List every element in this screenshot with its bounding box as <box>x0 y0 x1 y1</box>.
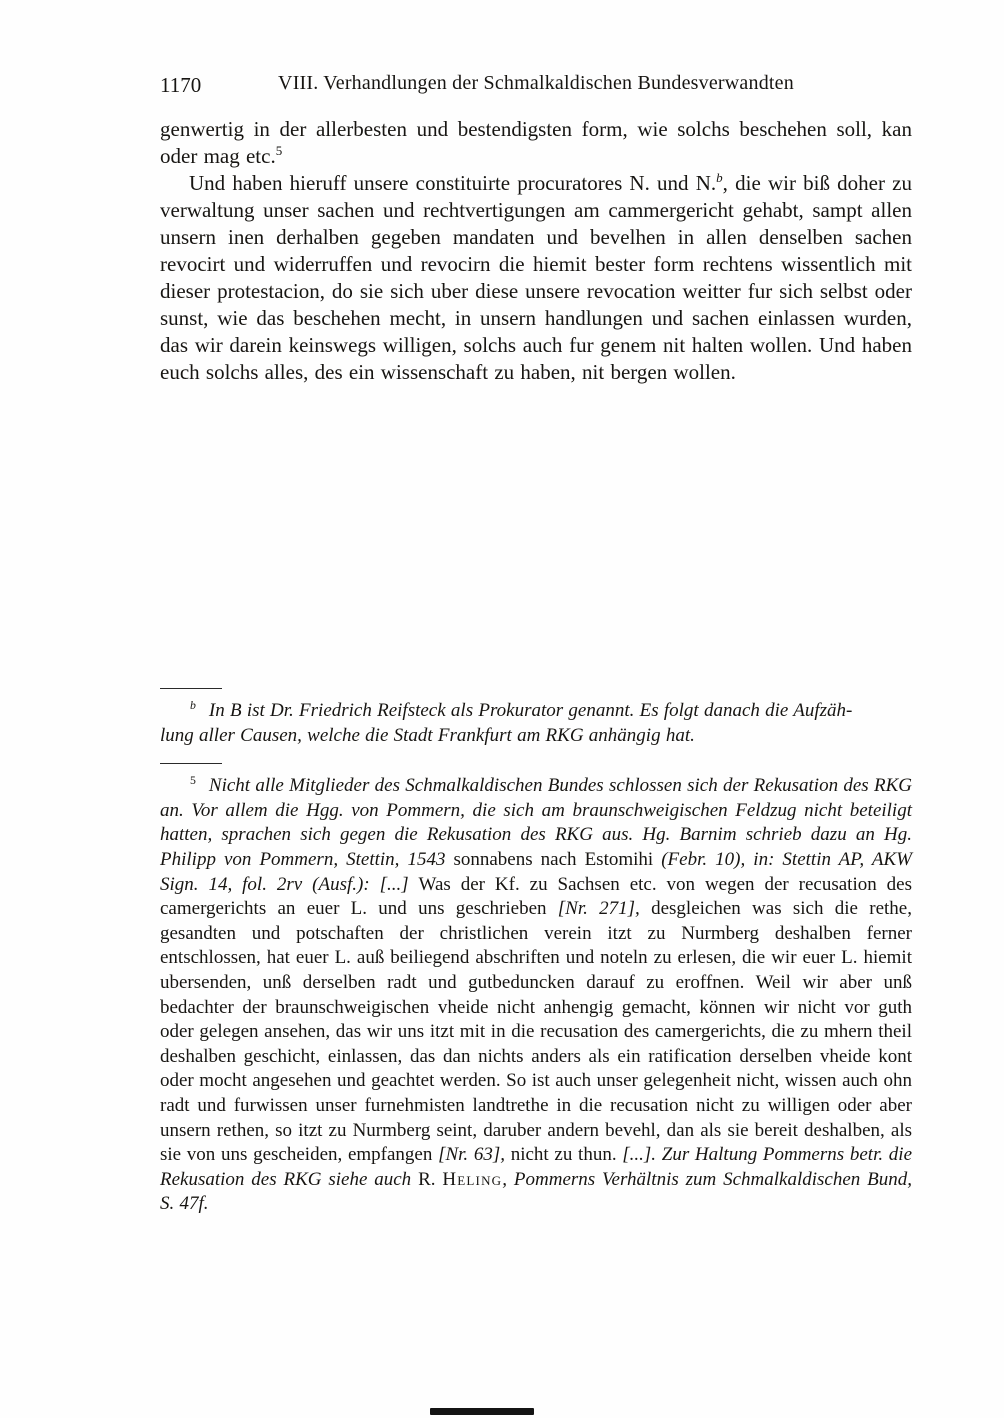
text-segment: sonnabens nach Estomihi <box>453 848 662 870</box>
running-head: VIII. Verhandlungen der Schmalkaldischen Bundesverwandten <box>278 72 794 94</box>
text-segment: genwertig in der allerbesten und bestendigsten form, wie solchs beschehen soll, kan oder mag etc. <box>160 117 912 168</box>
text-segment: lung aller Causen, welche die Stadt Frankfurt am RKG anhängig hat. <box>160 724 695 746</box>
footnote-b <box>160 699 912 748</box>
text-segment: 5 <box>190 773 196 787</box>
footnote-5 <box>160 774 912 1217</box>
text-segment: , die wir biß doher zu verwaltung unser sachen und rechtvertigungen am cammergericht gehabt, sampt allen unsern inen derhalben gegeben mandaten und bevelhen in allen denselben sachen revocirt und widerruffen und revocirn die hiemit bester form rechtens wissentlich mit dieser protestacion, do sie sich uber diese unsere revocation weitter fur sich selbst oder sunst, wie das beschehen mecht, in unsern handlungen und sachen einlassen wurden, das wir darein keinswegs willigen, solchs auch fur genem nit halten wollen. Und haben euch solchs alles, des ein wissenschaft zu haben, nit bergen wollen. <box>160 171 912 384</box>
main-text-block <box>160 116 912 386</box>
page-number: 1170 <box>160 73 202 97</box>
text-segment: desgleichen was sich die rethe, gesandten und potschaften der christlichen verein itzt zu Nurmberg deshalben ferner entschlossen, hat euer L. auß beiliegend abschriften und noteln zu erlesen, die wir euer L. hiemit ubersenden, unß derselben radt und gutbeduncken darauf zu eroffnen. Weil wir aber unß bedachter der braunschweigischen vheide nicht anhengig gemacht, können wir nicht vor guth oder gelegen ansehen, das wir uns itzt mit in die recusation des camergerichts, die zu mhern theil deshalben geschicht, einlassen, das dan nichts anders als ein ratification derselben vheide kont oder mocht angesehen und geachtet werden. So ist auch unser gelegenheit nicht, wissen auch ohn radt und furwissen unser furnehmisten landtrethe in die recusation nicht zu willigen oder aber unsern rethen, so itzt zu Nurmberg seint, daruber andern bevehl, dan als sie bereit deshalben, als sie von uns gescheiden, empfangen <box>160 898 912 1166</box>
text-segment: nicht zu thun. <box>510 1144 623 1166</box>
footnote-separator-rule <box>160 688 222 689</box>
text-segment: [...]. Zur Haltung Pommerns betr. die Rekusation des RKG siehe auch <box>160 1144 913 1190</box>
text-segment: Heling <box>442 1168 503 1190</box>
text-segment: 5 <box>275 143 283 158</box>
text-segment: , Pommerns Verhältnis zum Schmalkaldischen Bund, S. 47f. <box>160 1168 912 1215</box>
text-segment: Was der Kf. zu Sachsen etc. von wegen der recusation des camergerichts an euer L. und uns geschrieben <box>160 873 912 920</box>
text-segment: [Nr. 63], <box>438 1144 511 1166</box>
scan-artifact <box>430 1408 534 1415</box>
text-segment: Nicht alle Mitglieder des Schmalkaldischen Bundes schlossen sich der Rekusation des RKG an. Vor allem die Hgg. von Pommern, die sich am braunschweigischen Feldzug nicht beteiligt hatten, sprachen sich gegen die Rekusation des RKG aus. Hg. Barnim schrieb dazu an Hg. Philipp von Pommern, Stettin, 1543 <box>160 775 912 870</box>
text-segment: b <box>190 698 196 712</box>
footnotes-section <box>160 688 912 1217</box>
page-header <box>160 72 912 102</box>
footnote-separator-rule <box>160 763 222 764</box>
text-segment: (Febr. 10), in: Stettin AP, AKW Sign. 14, fol. 2rv (Ausf.): [...] <box>160 848 912 895</box>
body-paragraph-1 <box>160 116 912 170</box>
text-segment: Und haben hieruff unsere constituirte procuratores N. und N. <box>189 171 717 195</box>
blank-space <box>160 386 912 688</box>
text-segment: R. <box>418 1168 443 1190</box>
text-segment: b <box>716 170 723 185</box>
body-paragraph-2 <box>160 170 912 386</box>
text-segment: In B ist Dr. Friedrich Reifsteck als Prokurator genannt. Es folgt danach die Aufzäh- <box>208 700 853 721</box>
text-segment: [Nr. 271], <box>557 898 652 920</box>
